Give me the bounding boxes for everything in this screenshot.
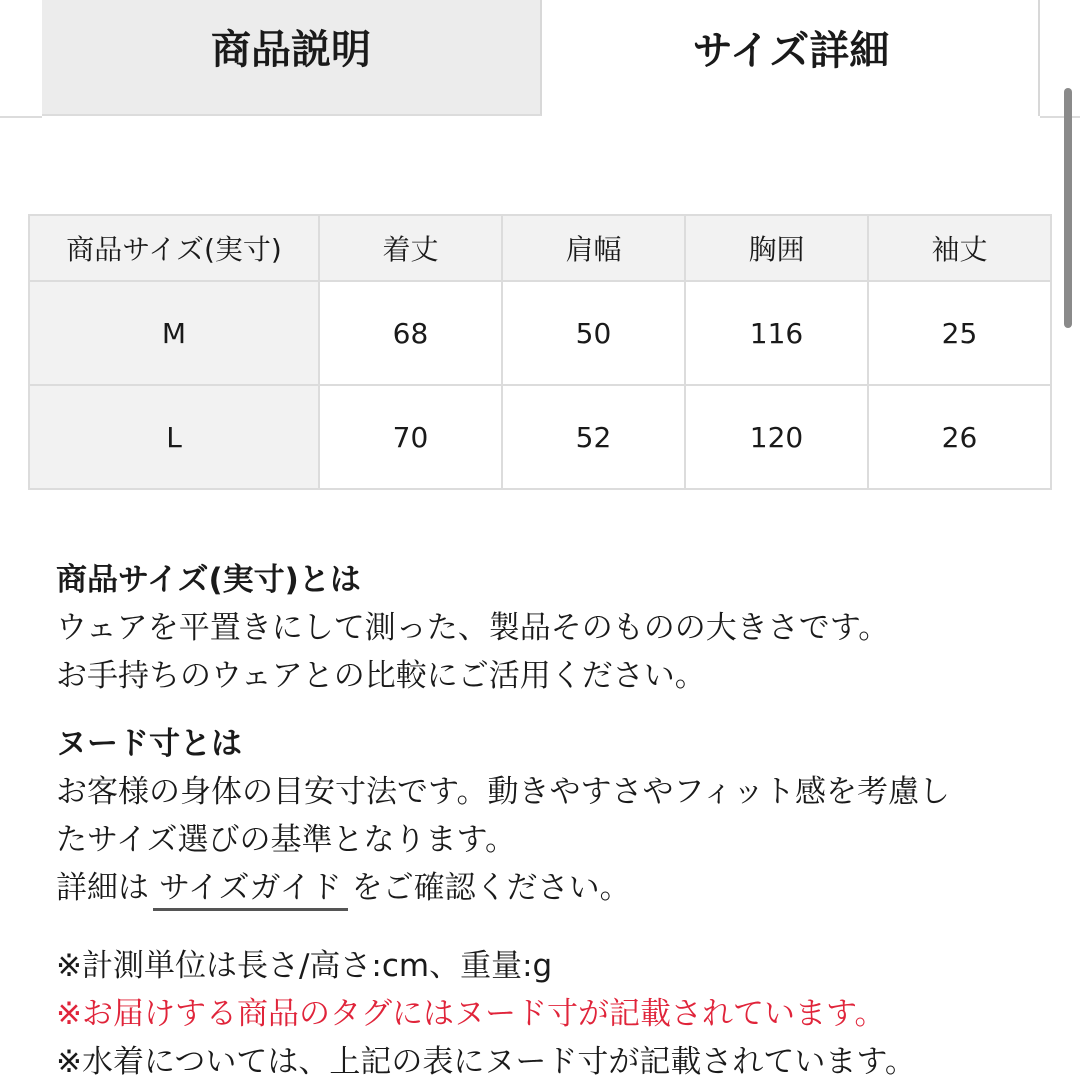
table-cell: 25 xyxy=(868,281,1051,385)
table-header-cell: 着丈 xyxy=(319,215,502,281)
table-header-cell: 商品サイズ(実寸) xyxy=(29,215,319,281)
tab-divider xyxy=(1040,116,1080,118)
table-cell: 26 xyxy=(868,385,1051,489)
table-cell: 70 xyxy=(319,385,502,489)
notes-section xyxy=(56,942,1036,1086)
table-header-cell: 肩幅 xyxy=(502,215,685,281)
scrollbar[interactable] xyxy=(1064,88,1072,328)
table-row xyxy=(29,281,1051,385)
section-text: お手持ちのウェアとの比較にご活用ください。 xyxy=(56,658,706,694)
section-heading: 商品サイズ(実寸)とは xyxy=(56,562,361,598)
table-row xyxy=(29,385,1051,489)
table-row-size: L xyxy=(29,385,319,489)
table-row-size: M xyxy=(29,281,319,385)
note-tag-warning: ※お届けする商品のタグにはヌード寸が記載されています。 xyxy=(56,996,886,1032)
note-swimwear: ※水着については、上記の表にヌード寸が記載されています。 xyxy=(56,1044,916,1080)
section-text: お客様の身体の目安寸法です。動きやすさやフィット感を考慮し xyxy=(56,774,951,810)
table-header-row xyxy=(29,215,1051,281)
tab-bar xyxy=(0,0,1080,118)
tab-product-description[interactable]: 商品説明 xyxy=(42,0,542,116)
section-text: ウェアを平置きにして測った、製品そのものの大きさです。 xyxy=(56,610,890,646)
table-cell: 50 xyxy=(502,281,685,385)
section-heading: ヌード寸とは xyxy=(56,726,242,762)
nude-size-section xyxy=(56,720,1036,912)
tab-divider xyxy=(0,116,42,118)
table-cell: 120 xyxy=(685,385,868,489)
size-table xyxy=(28,214,1052,490)
detail-line xyxy=(56,864,1036,912)
table-cell: 116 xyxy=(685,281,868,385)
note-units: ※計測単位は長さ/高さ:cm、重量:g xyxy=(56,948,553,984)
table-header-cell: 胸囲 xyxy=(685,215,868,281)
size-guide-link[interactable]: サイズガイド xyxy=(153,868,348,911)
table-cell: 68 xyxy=(319,281,502,385)
table-header-cell: 袖丈 xyxy=(868,215,1051,281)
actual-size-section xyxy=(56,556,1036,700)
detail-prefix: 詳細は xyxy=(56,870,149,906)
detail-suffix: をご確認ください。 xyxy=(351,870,631,906)
tab-size-details[interactable]: サイズ詳細 xyxy=(544,0,1040,116)
section-text: たサイズ選びの基準となります。 xyxy=(56,822,517,858)
table-cell: 52 xyxy=(502,385,685,489)
